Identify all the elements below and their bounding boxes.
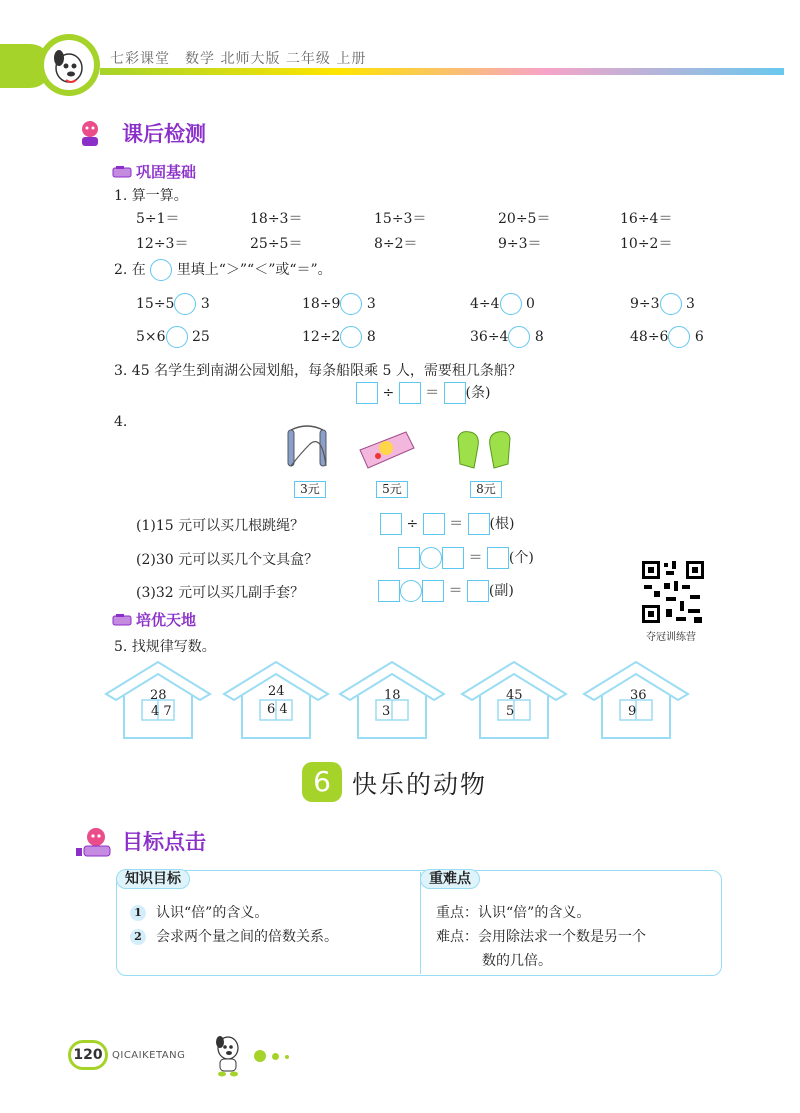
number-house-5: 36 9 (582, 660, 690, 740)
mascot-dog-icon (210, 1034, 246, 1078)
gloves-icon (452, 428, 516, 474)
answer-box[interactable] (399, 382, 421, 404)
number-house-3: 18 3 (338, 660, 446, 740)
q1-label: 1. 算一算。 (114, 188, 188, 204)
answer-box[interactable] (423, 513, 445, 535)
q2-item-1: 15÷5 3 (136, 293, 210, 315)
q1-r1-c5: 16÷4＝ (620, 211, 673, 227)
q2-answer-circle[interactable] (340, 293, 362, 315)
number-house-2: 24 6 4 (222, 660, 330, 740)
q2-item-6: 12÷2 8 (302, 326, 376, 348)
q2-answer-circle[interactable] (660, 293, 682, 315)
goal-item-1: 1 认识“倍”的含义。 (130, 902, 268, 922)
section-title-goals: 目标点击 (122, 830, 206, 854)
q2-answer-circle[interactable] (500, 293, 522, 315)
q5-label: 5. 找规律写数。 (114, 639, 216, 655)
goals-box (116, 870, 722, 976)
q2-answer-circle[interactable] (166, 326, 188, 348)
flower-mascot-icon (76, 118, 104, 148)
q1-r1-c3: 15÷3＝ (374, 211, 427, 227)
qr-caption: 夺冠训练营 (646, 632, 696, 643)
answer-box[interactable] (378, 580, 400, 602)
answer-box[interactable] (380, 513, 402, 535)
header-title: 七彩课堂 数学 北师大版 二年级 上册 (110, 51, 367, 67)
answer-box[interactable] (487, 547, 509, 569)
q1-r1-c1: 5÷1＝ (136, 211, 180, 227)
q2-answer-circle[interactable] (340, 326, 362, 348)
price-gloves: 8元 (470, 481, 502, 498)
operator-circle[interactable] (420, 547, 442, 569)
pencil-box-icon (356, 428, 416, 474)
q4-label: 4. (114, 414, 128, 430)
q4-sub3-text: (3)32 元可以买几副手套？ (136, 585, 305, 601)
subsection-basic: 巩固基础 (136, 163, 197, 181)
operator-circle[interactable] (400, 580, 422, 602)
goal-item-2: 2 会求两个量之间的倍数关系。 (130, 926, 338, 946)
flower-mascot-icon (74, 826, 114, 858)
section-title-after-class: 课后检测 (122, 122, 206, 146)
q1-r1-c2: 18÷3＝ (250, 211, 303, 227)
q2-item-3: 4÷4 0 (470, 293, 535, 315)
tab-knowledge-goals: 知识目标 (116, 869, 190, 889)
q1-r2-c5: 10÷2＝ (620, 236, 673, 252)
q2-item-4: 9÷3 3 (630, 293, 695, 315)
footer-brand: QICAIKETANG (112, 1050, 186, 1061)
goals-divider (420, 872, 421, 974)
difficult-point-line2: 数的几倍。 (482, 953, 552, 969)
qr-code-icon[interactable] (640, 559, 706, 625)
pencil-case-icon (112, 164, 132, 178)
q4-sub1-answer: ÷ ＝ (根) (380, 513, 514, 535)
q2-item-7: 36÷4 8 (470, 326, 544, 348)
q2-answer-circle[interactable] (174, 293, 196, 315)
chapter-title: 快乐的动物 (352, 770, 488, 799)
key-point: 重点：认识“倍”的含义。 (436, 905, 591, 921)
answer-box[interactable] (468, 513, 490, 535)
q1-r2-c3: 8÷2＝ (374, 236, 418, 252)
header-rainbow-bar (100, 68, 784, 75)
number-house-1: 28 4 7 (104, 660, 212, 740)
answer-box[interactable] (422, 580, 444, 602)
q4-sub1-text: (1)15 元可以买几根跳绳？ (136, 518, 305, 534)
q3-label: 3. 45 名学生到南湖公园划船，每条船限乘 5 人，需要租几条船？ (114, 363, 522, 379)
jump-rope-icon (282, 424, 338, 474)
q2-answer-circle[interactable] (668, 326, 690, 348)
q1-r2-c4: 9÷3＝ (498, 236, 542, 252)
q3-answer-row: ÷ ＝ (条) (356, 382, 490, 404)
q2-item-2: 18÷9 3 (302, 293, 376, 315)
difficult-point-line1: 难点：会用除法求一个数是另一个 (436, 929, 646, 945)
q4-sub2-answer: ＝ (个) (398, 547, 534, 569)
q1-r2-c1: 12÷3＝ (136, 236, 189, 252)
number-house-4: 45 5 (460, 660, 568, 740)
answer-box[interactable] (442, 547, 464, 569)
answer-box[interactable] (398, 547, 420, 569)
q4-sub3-answer: ＝ (副) (378, 580, 514, 602)
q2-item-5: 5×6 25 (136, 326, 210, 348)
q2-item-8: 48÷6 6 (630, 326, 704, 348)
mascot-dog-icon (38, 34, 100, 96)
decor-dot-small (285, 1055, 289, 1059)
answer-box[interactable] (467, 580, 489, 602)
q2-label: 2. 在 里填上“＞”“＜”或“＝”。 (114, 259, 332, 281)
q1-r1-c4: 20÷5＝ (498, 211, 551, 227)
chapter-number-badge: 6 (302, 762, 342, 802)
pencil-case-icon (112, 612, 132, 626)
decor-dot-medium (272, 1053, 279, 1060)
q4-sub2-text: (2)30 元可以买几个文具盒？ (136, 552, 319, 568)
decor-dot-large (254, 1050, 266, 1062)
q2-answer-circle[interactable] (508, 326, 530, 348)
answer-box[interactable] (444, 382, 466, 404)
price-pencil-box: 5元 (376, 481, 408, 498)
tab-key-points: 重难点 (420, 869, 480, 889)
subsection-advanced: 培优天地 (136, 611, 197, 629)
page-number: 120 (68, 1040, 108, 1070)
q1-r2-c2: 25÷5＝ (250, 236, 303, 252)
price-jump-rope: 3元 (294, 481, 326, 498)
answer-box[interactable] (356, 382, 378, 404)
q2-label-circle (150, 259, 172, 281)
